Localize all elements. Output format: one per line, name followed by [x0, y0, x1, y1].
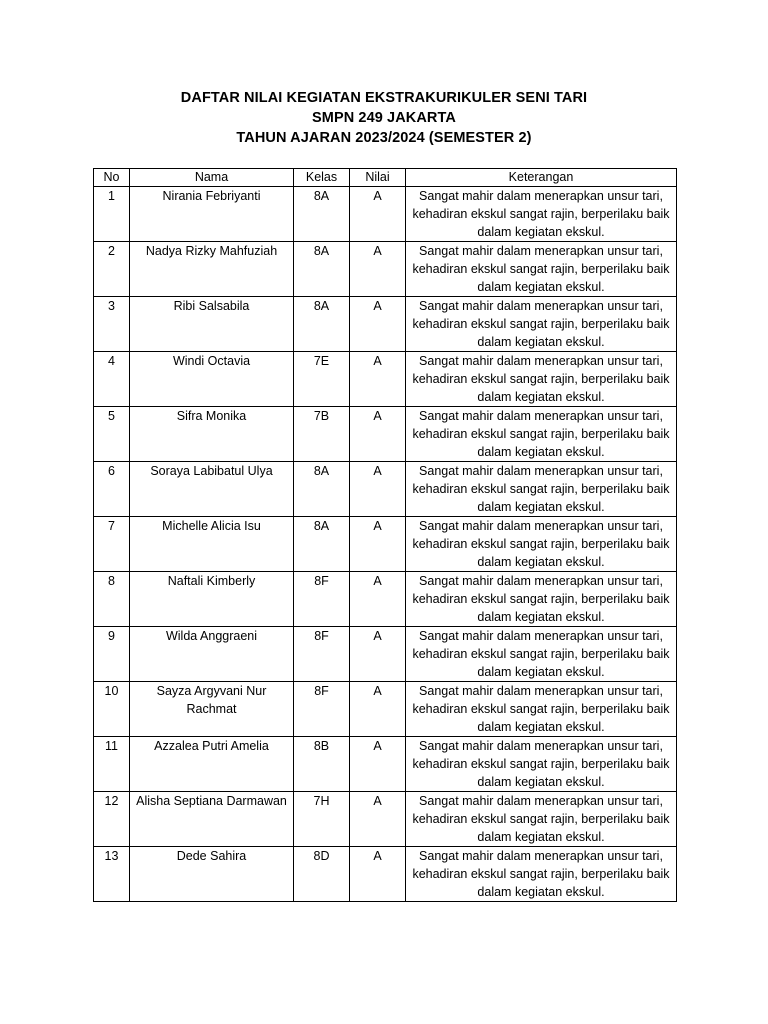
title-line-1: DAFTAR NILAI KEGIATAN EKSTRAKURIKULER SENI TARI: [180, 90, 588, 106]
cell-no: 7: [94, 517, 130, 572]
cell-kelas: 8A: [294, 517, 350, 572]
cell-keterangan: Sangat mahir dalam menerapkan unsur tari, kehadiran ekskul sangat rajin, berperilaku baik dalam kegiatan ekskul.: [406, 407, 677, 462]
cell-no: 13: [94, 847, 130, 902]
header-no: No: [94, 169, 130, 187]
table-row: [94, 407, 677, 462]
cell-nilai: A: [350, 792, 406, 847]
cell-kelas: 8F: [294, 627, 350, 682]
cell-keterangan: Sangat mahir dalam menerapkan unsur tari, kehadiran ekskul sangat rajin, berperilaku baik dalam kegiatan ekskul.: [406, 627, 677, 682]
cell-no: 9: [94, 627, 130, 682]
cell-kelas: 8A: [294, 462, 350, 517]
cell-nama: Sayza Argyvani Nur Rachmat: [130, 682, 294, 737]
cell-kelas: 8A: [294, 297, 350, 352]
cell-keterangan: Sangat mahir dalam menerapkan unsur tari, kehadiran ekskul sangat rajin, berperilaku baik dalam kegiatan ekskul.: [406, 682, 677, 737]
cell-no: 1: [94, 187, 130, 242]
cell-no: 12: [94, 792, 130, 847]
table-row: [94, 627, 677, 682]
cell-kelas: 8F: [294, 682, 350, 737]
table-row: [94, 297, 677, 352]
table-row: [94, 847, 677, 902]
table-row: [94, 792, 677, 847]
cell-nilai: A: [350, 572, 406, 627]
header-keterangan: Keterangan: [406, 169, 677, 187]
cell-nilai: A: [350, 682, 406, 737]
cell-nama: Wilda Anggraeni: [130, 627, 294, 682]
cell-kelas: 7H: [294, 792, 350, 847]
cell-keterangan: Sangat mahir dalam menerapkan unsur tari, kehadiran ekskul sangat rajin, berperilaku baik dalam kegiatan ekskul.: [406, 847, 677, 902]
title-line-3: TAHUN AJARAN 2023/2024 (SEMESTER 2): [236, 130, 532, 146]
cell-nama: Ribi Salsabila: [130, 297, 294, 352]
cell-kelas: 8D: [294, 847, 350, 902]
cell-nilai: A: [350, 407, 406, 462]
cell-nama: Nadya Rizky Mahfuziah: [130, 242, 294, 297]
cell-nama: Azzalea Putri Amelia: [130, 737, 294, 792]
cell-keterangan: Sangat mahir dalam menerapkan unsur tari, kehadiran ekskul sangat rajin, berperilaku baik dalam kegiatan ekskul.: [406, 572, 677, 627]
cell-keterangan: Sangat mahir dalam menerapkan unsur tari, kehadiran ekskul sangat rajin, berperilaku baik dalam kegiatan ekskul.: [406, 737, 677, 792]
cell-no: 3: [94, 297, 130, 352]
cell-kelas: 7E: [294, 352, 350, 407]
document-title: [0, 88, 768, 148]
table-row: [94, 572, 677, 627]
cell-no: 11: [94, 737, 130, 792]
cell-no: 4: [94, 352, 130, 407]
cell-kelas: 8A: [294, 187, 350, 242]
table-row: [94, 737, 677, 792]
table-row: [94, 352, 677, 407]
cell-nilai: A: [350, 297, 406, 352]
header-kelas: Kelas: [294, 169, 350, 187]
title-line-2: SMPN 249 JAKARTA: [312, 110, 456, 126]
table-row: [94, 462, 677, 517]
cell-keterangan: Sangat mahir dalam menerapkan unsur tari, kehadiran ekskul sangat rajin, berperilaku baik dalam kegiatan ekskul.: [406, 792, 677, 847]
cell-nilai: A: [350, 517, 406, 572]
cell-nama: Alisha Septiana Darmawan: [130, 792, 294, 847]
table-header-row: [94, 169, 677, 187]
cell-kelas: 8B: [294, 737, 350, 792]
header-nilai: Nilai: [350, 169, 406, 187]
cell-keterangan: Sangat mahir dalam menerapkan unsur tari, kehadiran ekskul sangat rajin, berperilaku baik dalam kegiatan ekskul.: [406, 517, 677, 572]
table-row: [94, 517, 677, 572]
cell-nilai: A: [350, 627, 406, 682]
cell-nilai: A: [350, 462, 406, 517]
cell-keterangan: Sangat mahir dalam menerapkan unsur tari, kehadiran ekskul sangat rajin, berperilaku baik dalam kegiatan ekskul.: [406, 187, 677, 242]
table-body: [94, 187, 677, 902]
cell-nama: Naftali Kimberly: [130, 572, 294, 627]
cell-no: 6: [94, 462, 130, 517]
cell-nilai: A: [350, 187, 406, 242]
cell-nama: Sifra Monika: [130, 407, 294, 462]
table-row: [94, 187, 677, 242]
cell-keterangan: Sangat mahir dalam menerapkan unsur tari, kehadiran ekskul sangat rajin, berperilaku baik dalam kegiatan ekskul.: [406, 352, 677, 407]
cell-no: 5: [94, 407, 130, 462]
cell-kelas: 8A: [294, 242, 350, 297]
cell-no: 2: [94, 242, 130, 297]
cell-keterangan: Sangat mahir dalam menerapkan unsur tari, kehadiran ekskul sangat rajin, berperilaku baik dalam kegiatan ekskul.: [406, 297, 677, 352]
table-row: [94, 682, 677, 737]
header-nama: Nama: [130, 169, 294, 187]
cell-keterangan: Sangat mahir dalam menerapkan unsur tari, kehadiran ekskul sangat rajin, berperilaku baik dalam kegiatan ekskul.: [406, 462, 677, 517]
cell-no: 8: [94, 572, 130, 627]
cell-nama: Dede Sahira: [130, 847, 294, 902]
cell-nilai: A: [350, 352, 406, 407]
cell-nilai: A: [350, 242, 406, 297]
cell-nama: Michelle Alicia Isu: [130, 517, 294, 572]
cell-nilai: A: [350, 737, 406, 792]
cell-nama: Windi Octavia: [130, 352, 294, 407]
cell-kelas: 8F: [294, 572, 350, 627]
cell-no: 10: [94, 682, 130, 737]
cell-nama: Nirania Febriyanti: [130, 187, 294, 242]
grades-table: [93, 168, 677, 902]
cell-nama: Soraya Labibatul Ulya: [130, 462, 294, 517]
cell-nilai: A: [350, 847, 406, 902]
table-row: [94, 242, 677, 297]
cell-keterangan: Sangat mahir dalam menerapkan unsur tari, kehadiran ekskul sangat rajin, berperilaku baik dalam kegiatan ekskul.: [406, 242, 677, 297]
cell-kelas: 7B: [294, 407, 350, 462]
